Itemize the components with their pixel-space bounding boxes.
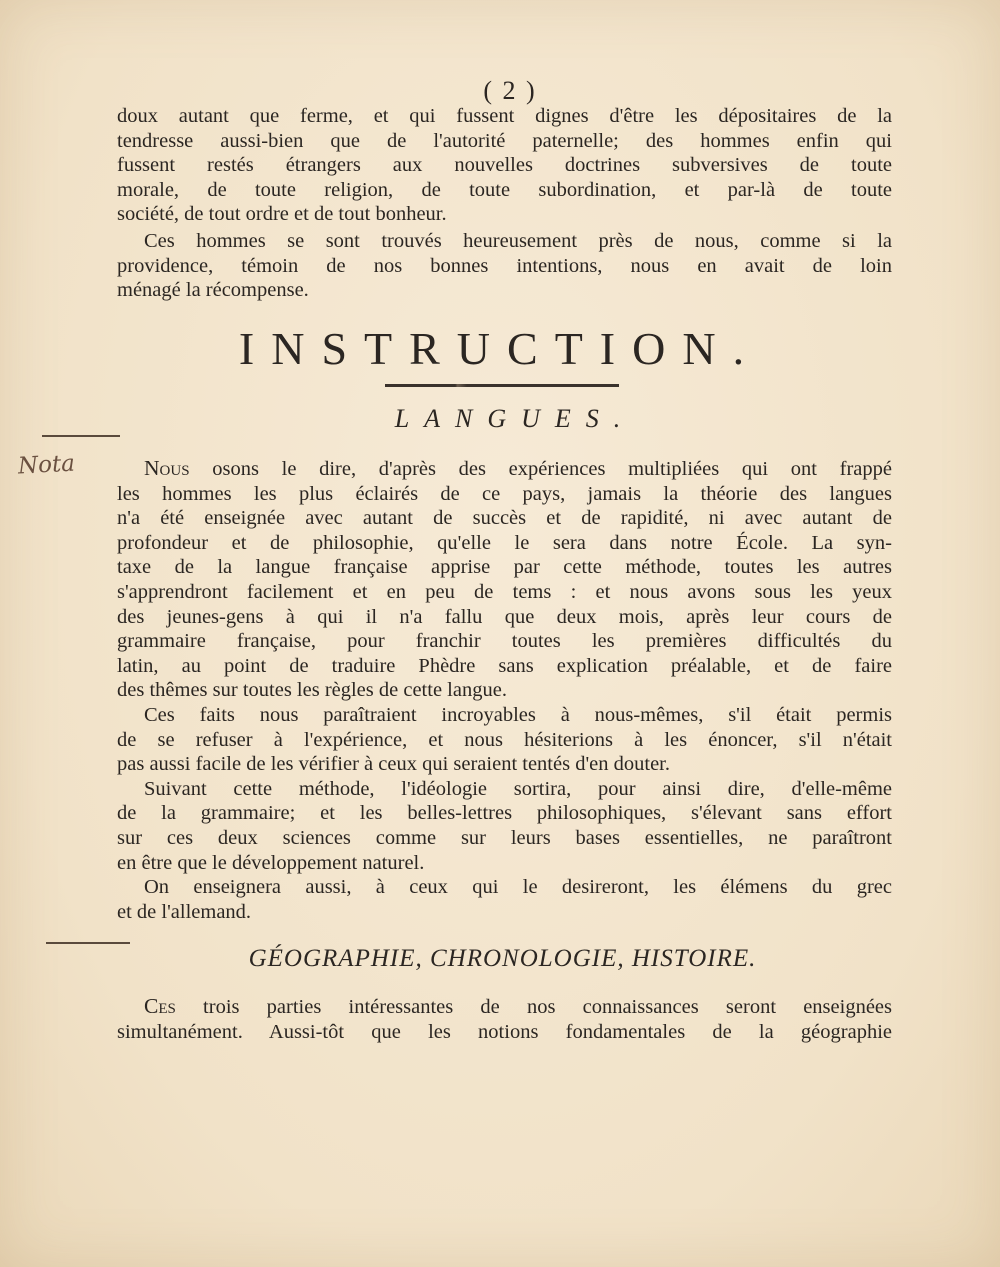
text-line: profondeur et de philosophie, qu'elle le sera dans notre École. La syn- <box>117 531 892 554</box>
text-line <box>117 456 892 482</box>
text-line: n'a été enseignée avec autant de succès et de rapidité, ni avec autant de <box>117 507 892 530</box>
title-divider <box>385 384 619 387</box>
text-line: de la grammaire; et les belles-lettres philosophiques, s'élevant sans effort <box>117 802 892 825</box>
text-line: ménagé la récompense. <box>117 279 309 302</box>
paragraph-langues-1 <box>117 456 892 924</box>
margin-rule <box>46 942 130 944</box>
text-line: pas aussi facile de les vérifier à ceux qui seraient tentés d'en douter. <box>117 753 670 776</box>
text-line: sur ces deux sciences comme sur leurs bases essentielles, ne paraîtront <box>117 826 892 849</box>
text-line: morale, de toute religion, de toute subordination, et par-là de toute <box>117 178 892 201</box>
text-line: taxe de la langue française apprise par cette méthode, toutes les autres <box>117 556 892 579</box>
text-line: en être que le développement naturel. <box>117 851 425 874</box>
drop-word: Nous <box>144 456 190 480</box>
section-title: INSTRUCTION. <box>238 323 762 374</box>
text-line: doux autant que ferme, et qui fussent dignes d'être les dépositaires de la <box>117 105 892 127</box>
text-line: Suivant cette méthode, l'idéologie sortira, pour ainsi dire, d'elle-même <box>144 777 892 800</box>
paragraph-providence <box>117 229 892 303</box>
paragraph-geographie-1 <box>117 994 892 1044</box>
text-line: des thêmes sur toutes les règles de cette langue. <box>117 679 507 702</box>
text-line: simultanément. Aussi-tôt que les notions fondamentales de la géographie <box>117 1020 892 1043</box>
line-text: osons le dire, d'après des expériences multipliées qui ont frappé <box>212 458 892 480</box>
heading-langues: LANGUES. <box>394 404 636 433</box>
drop-word: Ces <box>144 994 176 1018</box>
text-line: providence, témoin de nos bonnes intentions, nous en avait de loin <box>117 254 892 277</box>
text-line: et de l'allemand. <box>117 900 252 923</box>
paragraph-intro <box>117 104 892 227</box>
text-line: On enseignera aussi, à ceux qui le desireront, les élémens du grec <box>144 876 892 899</box>
text-line: latin, au point de traduire Phèdre sans explication préalable, et de faire <box>117 654 892 677</box>
text-line: tendresse aussi-bien que de l'autorité paternelle; des hommes enfin qui <box>117 129 892 152</box>
text-line: Ces faits nous paraîtraient incroyables à nous-mêmes, s'il était permis <box>144 703 892 726</box>
text-line: les hommes les plus éclairés de ce pays, jamais la théorie des langues <box>117 482 892 505</box>
margin-note-handwritten: Nota <box>17 450 76 480</box>
text-line: société, de tout ordre et de tout bonheur. <box>117 203 447 226</box>
text-line: grammaire française, pour franchir toutes les premières difficultés du <box>117 630 892 653</box>
line-text: trois parties intéressantes de nos connaissances seront enseignées <box>203 996 892 1018</box>
text-line: Ces hommes se sont trouvés heureusement près de nous, comme si la <box>144 230 892 252</box>
text-line <box>117 994 892 1020</box>
text-line: de se refuser à l'expérience, et nous hésiterions à les énoncer, s'il n'était <box>117 728 892 751</box>
heading-geographie: GÉOGRAPHIE, CHRONOLOGIE, HISTOIRE. <box>248 945 757 972</box>
page-number: ( 2 ) <box>483 76 537 105</box>
text-line: des jeunes-gens à qui il n'a fallu que deux mois, après leur cours de <box>117 605 892 628</box>
text-line: s'apprendront facilement et en peu de tems : et nous avons sous les yeux <box>117 580 892 603</box>
text-line: fussent restés étrangers aux nouvelles doctrines subversives de toute <box>117 154 892 177</box>
margin-rule <box>42 435 120 437</box>
